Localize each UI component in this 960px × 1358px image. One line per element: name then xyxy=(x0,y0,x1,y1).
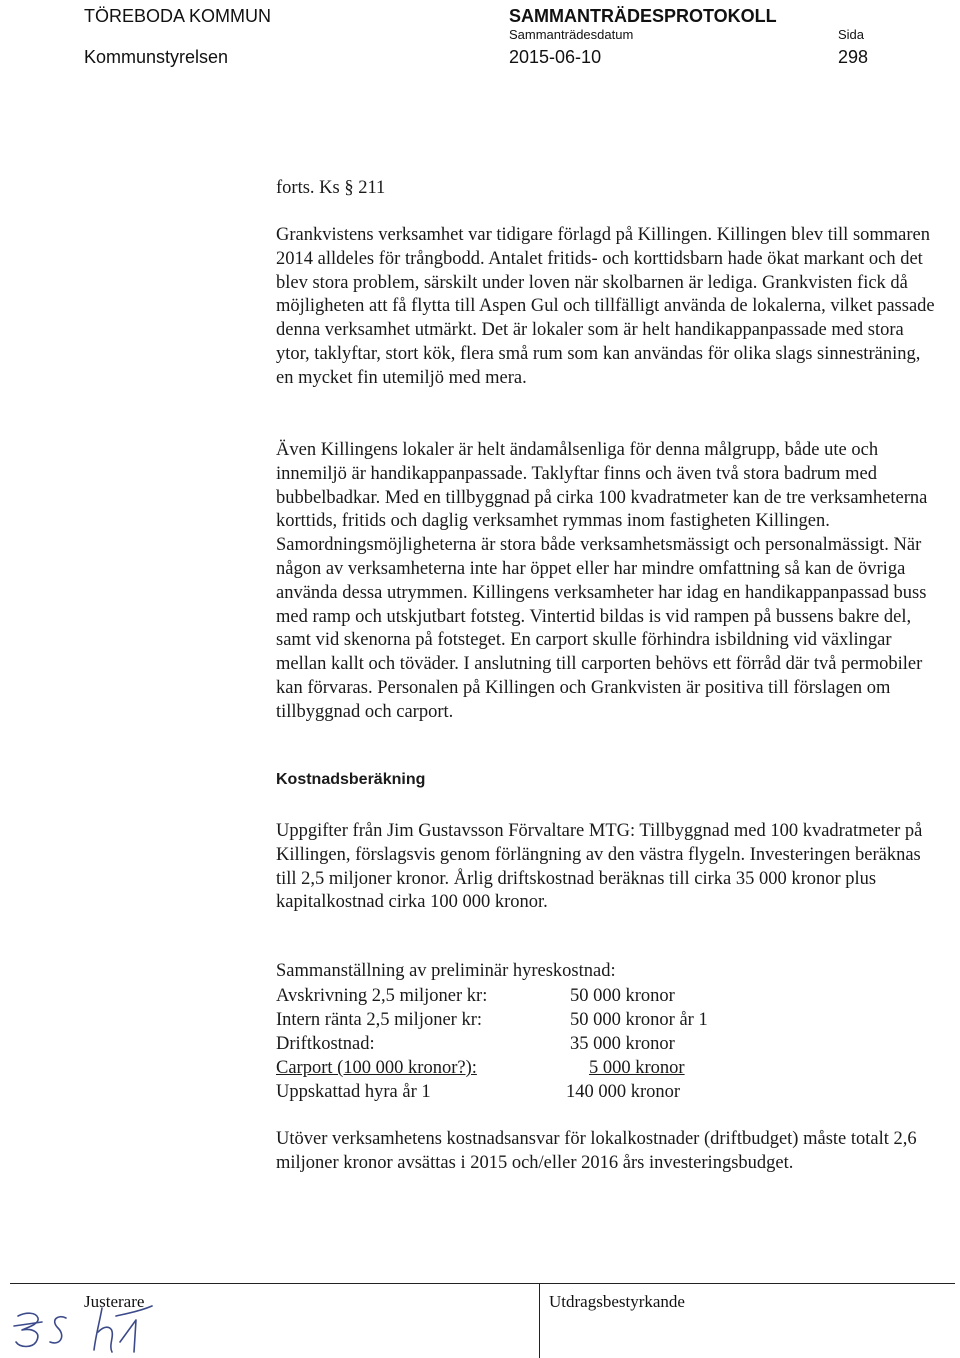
footer-column-divider xyxy=(539,1283,540,1358)
cost-row xyxy=(276,984,876,1008)
closing-paragraph: Utöver verksamhetens kostnadsansvar för lokalkostnader (driftbudget) måste totalt 2,6 miljoner kronor avsättas i 2015 och/eller 2016 års investeringsbudget. xyxy=(276,1129,917,1173)
cost-row xyxy=(276,1056,876,1080)
cost-row xyxy=(276,1008,876,1032)
summary-title: Sammanställning av preliminär hyreskostnad: xyxy=(276,961,616,981)
cost-row-value: 5 000 kronor xyxy=(589,1058,685,1078)
section-continuation: forts. Ks § 211 xyxy=(276,178,386,198)
utdragsbestyrkande-label: Utdragsbestyrkande xyxy=(549,1292,685,1311)
cost-row-label: Uppskattad hyra år 1 xyxy=(276,1082,431,1102)
page-label: Sida xyxy=(838,27,865,42)
justerare-label: Justerare xyxy=(84,1292,145,1311)
municipality-name: TÖREBODA KOMMUN xyxy=(84,6,272,26)
cost-row-value: 140 000 kronor xyxy=(566,1082,681,1102)
handwritten-initials xyxy=(12,1298,172,1358)
cost-row-value: 50 000 kronor år 1 xyxy=(570,1010,708,1030)
cost-row-label: Intern ränta 2,5 miljoner kr: xyxy=(276,1010,483,1030)
cost-row xyxy=(276,1032,876,1056)
cost-heading: Kostnadsberäkning xyxy=(276,771,426,788)
paragraph-background: Grankvistens verksamhet var tidigare förlagd på Killingen. Killingen blev till sommaren 2014 alldeles för trångbodd. Antalet fritids- och korttidsbarn hade ökat markant och det blev stora problem, särskilt under loven när skolbarnen är lediga. Grankvisten fick då möjligheten att få flytta till Aspen Gul och tillfälligt använda de lokalerna, vilket passade denna verksamhet utmärkt. Det är lokaler som är helt handikappanpassade med stora ytor, taklyftar, stort kök, flera små rum som kan användas för olika slags sinnesträning, en mycket fin utemiljö med mera. xyxy=(276,225,935,388)
cost-row-value: 50 000 kronor xyxy=(570,986,675,1006)
date-label: Sammanträdesdatum xyxy=(509,27,634,42)
meeting-date: 2015-06-10 xyxy=(509,47,602,67)
paragraph-killingen: Även Killingens lokaler är helt ändamålsenliga för denna målgrupp, både ute och innemiljö är handikappanpassade. Taklyftar finns och även två stora badrum med bubbelbadkar. Med en tillbyggnad på cirka 100 kvadratmeter kan de tre verksamheterna korttids, fritids och daglig verksamhet rymmas inom fastigheten Killingen. Samordningsmöjligheterna är stora både verksamhetsmässigt och personalmässigt. När någon av verksamheterna inte har öppet eller har mindre omfattning så kan de övriga använda dessa utrymmen. Killingens verksamheter har idag en handikappanpassad buss med ramp och utskjutbart fotsteg. Vintertid bildas is vid rampen på bussens bakre del, samt vid skenorna på fotsteget. En carport skulle förhindra isbildning vid växlingar mellan kallt och töväder. I anslutning till carporten behövs ett förråd där två permobiler kan förvaras. Personalen på Killingen och Grankvisten är positiva till förslagen om tillbyggnad och carport. xyxy=(276,440,928,722)
cost-row-label: Carport (100 000 kronor?): xyxy=(276,1058,477,1078)
board-name: Kommunstyrelsen xyxy=(84,47,229,67)
footer-divider xyxy=(10,1283,955,1284)
document-title: SAMMANTRÄDESPROTOKOLL xyxy=(509,6,777,26)
cost-row-label: Driftkostnad: xyxy=(276,1034,375,1054)
cost-row-total xyxy=(276,1080,876,1104)
page-number: 298 xyxy=(838,47,869,67)
cost-row-label: Avskrivning 2,5 miljoner kr: xyxy=(276,986,488,1006)
cost-intro: Uppgifter från Jim Gustavsson Förvaltare MTG: Tillbyggnad med 100 kvadratmeter på Killingen, förslagsvis genom förlängning av den västra flygeln. Investeringen beräknas till 2,5 miljoner kronor. Årlig driftskostnad beräknas till cirka 35 000 kronor plus kapitalkostnad cirka 100 000 kronor. xyxy=(276,821,923,913)
cost-row-value: 35 000 kronor xyxy=(570,1034,675,1054)
